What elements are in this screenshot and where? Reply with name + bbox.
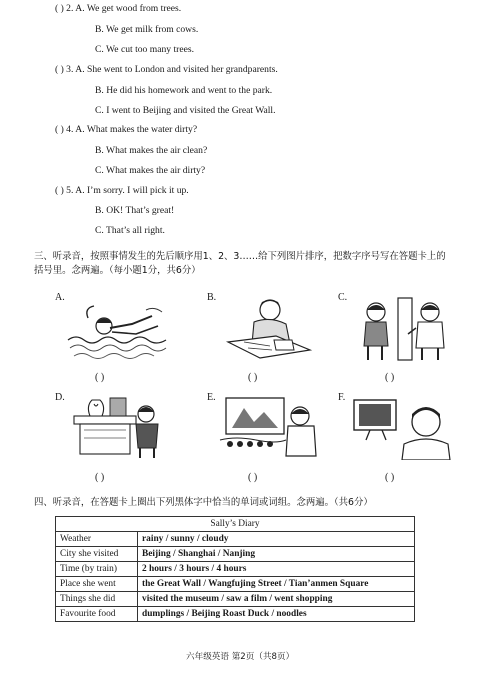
- page-footer: 六年级英语 第2页（共8页）: [186, 652, 295, 662]
- answer-bracket-c[interactable]: ( ): [385, 372, 395, 383]
- question-2-option-a: ( ) 2. A. We get wood from trees.: [55, 3, 182, 14]
- question-3-option-a: ( ) 3. A. She went to London and visited her grandparents.: [55, 64, 278, 75]
- question-5-option-a: ( ) 5. A. I’m sorry. I will pick it up.: [55, 185, 189, 196]
- row-options[interactable]: dumplings / Beijing Roast Duck / noodles: [138, 607, 415, 622]
- question-4-option-b: B. What makes the air clean?: [95, 145, 208, 156]
- table-row: [56, 592, 415, 607]
- table-row: [56, 562, 415, 577]
- row-label: Things she did: [56, 592, 138, 607]
- answer-bracket-d[interactable]: ( ): [95, 472, 105, 483]
- picture-label-e: E.: [207, 392, 216, 403]
- table-row: [56, 532, 415, 547]
- swimming-boy-picture: [66, 296, 170, 362]
- row-label: City she visited: [56, 547, 138, 562]
- row-options[interactable]: Beijing / Shanghai / Nanjing: [138, 547, 415, 562]
- question-5-option-b: B. OK! That’s great!: [95, 205, 175, 216]
- boy-reading-picture: [214, 296, 318, 362]
- question-5-option-c: C. That’s all right.: [95, 225, 165, 236]
- table-row: [56, 547, 415, 562]
- row-options[interactable]: the Great Wall / Wangfujing Street / Tian’anmen Square: [138, 577, 415, 592]
- row-options[interactable]: rainy / sunny / cloudy: [138, 532, 415, 547]
- question-2-option-b: B. We get milk from cows.: [95, 24, 199, 35]
- boy-at-vase-picture: [66, 394, 170, 460]
- picture-label-f: F.: [338, 392, 346, 403]
- question-3-option-c: C. I went to Beijing and visited the Great Wall.: [95, 105, 276, 116]
- picture-label-c: C.: [338, 292, 348, 303]
- diary-title: Sally’s Diary: [56, 517, 415, 532]
- table-row: [56, 577, 415, 592]
- row-options[interactable]: 2 hours / 3 hours / 4 hours: [138, 562, 415, 577]
- row-label: Time (by train): [56, 562, 138, 577]
- answer-bracket-a[interactable]: ( ): [95, 372, 105, 383]
- question-3-option-b: B. He did his homework and went to the park.: [95, 85, 273, 96]
- question-4-option-a: ( ) 4. A. What makes the water dirty?: [55, 124, 198, 135]
- answer-bracket-f[interactable]: ( ): [385, 472, 395, 483]
- section-3-instruction: 三、听录音，按照事情发生的先后顺序用1、2、3……给下列图片排序，把数字序号写在答题卡上的括号里。念两遍。（每小题1分，共6分）: [34, 251, 446, 276]
- answer-bracket-b[interactable]: ( ): [248, 372, 258, 383]
- section-4-instruction: 四、听录音，在答题卡上圈出下列黑体字中恰当的单词或词组。念两遍。（共6分）: [34, 497, 373, 508]
- table-row: [56, 607, 415, 622]
- two-boys-door-picture: [350, 296, 454, 362]
- row-label: Weather: [56, 532, 138, 547]
- row-label: Favourite food: [56, 607, 138, 622]
- answer-bracket-e[interactable]: ( ): [248, 472, 258, 483]
- sallys-diary-table: [55, 516, 415, 622]
- row-label: Place she went: [56, 577, 138, 592]
- boy-watching-film-picture: [216, 394, 320, 460]
- question-4-option-c: C. What makes the air dirty?: [95, 165, 206, 176]
- picture-label-a: A.: [55, 292, 65, 303]
- row-options[interactable]: visited the museum / saw a film / went shopping: [138, 592, 415, 607]
- picture-label-b: B.: [207, 292, 217, 303]
- picture-label-d: D.: [55, 392, 65, 403]
- question-2-option-c: C. We cut too many trees.: [95, 44, 194, 55]
- boy-watching-tv-picture: [350, 394, 454, 460]
